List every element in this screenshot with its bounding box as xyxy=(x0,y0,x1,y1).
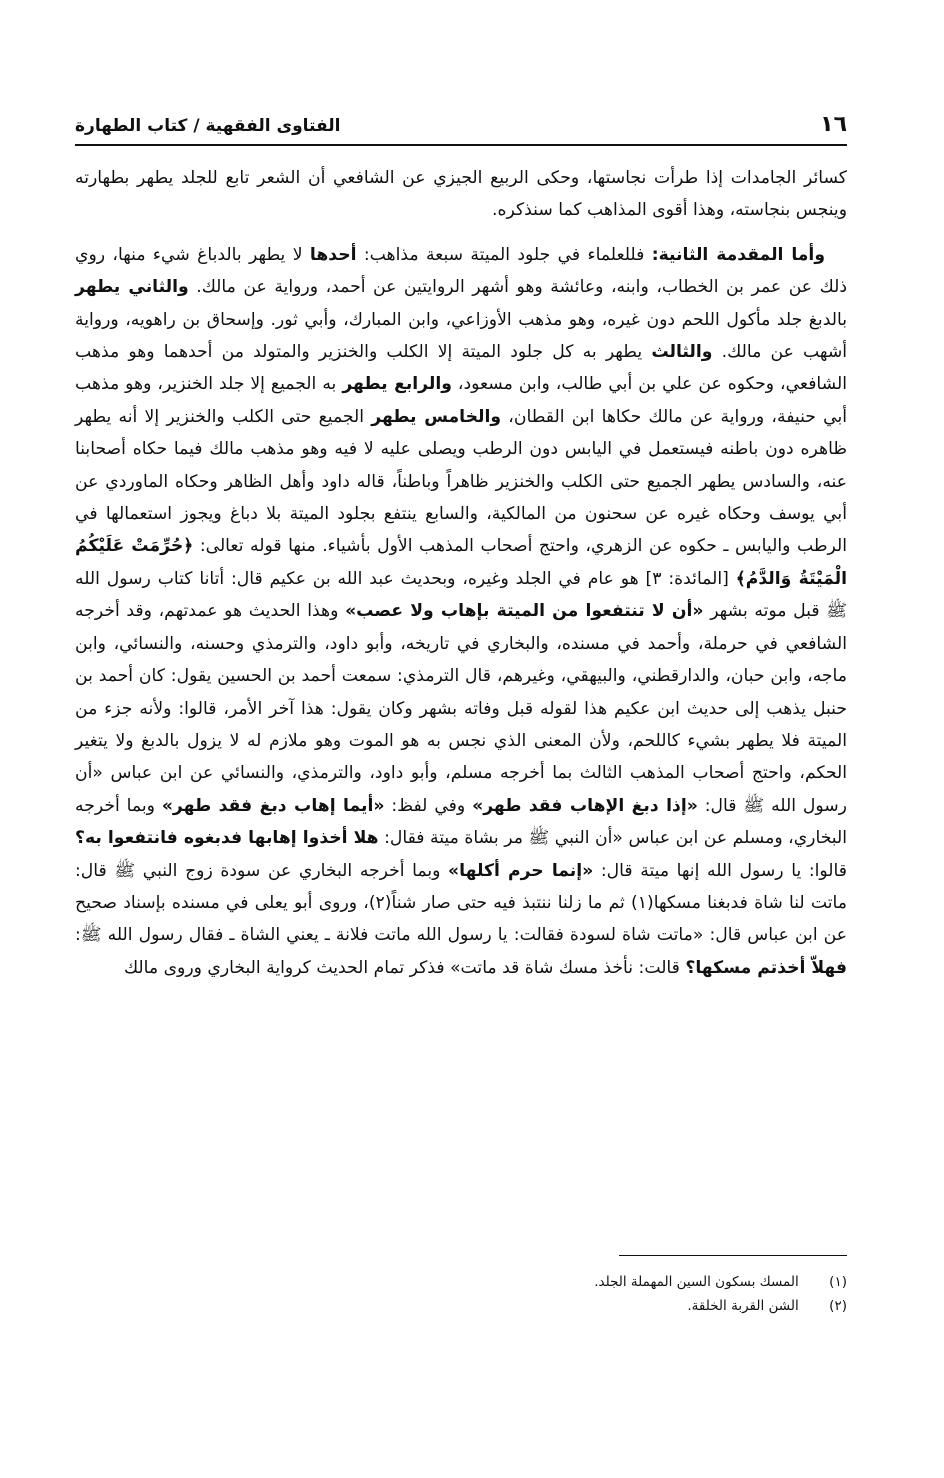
bold-segment: «إنما حرم أكلها» xyxy=(448,860,594,881)
body-text xyxy=(75,162,847,984)
bold-segment: وأما المقدمة الثانية: xyxy=(651,244,825,265)
footnote-2 xyxy=(75,1294,847,1318)
text-segment: بالدبغ جلد مأكول اللحم دون غيره، وهو مذهب الأوزاعي، وابن المبارك، وأبي ثور. وإسحاق بن راهويه، ورواية أشهب عن مالك. xyxy=(75,309,847,363)
footnote-text: المسك بسكون السين المهملة الجلد. xyxy=(594,1274,799,1290)
page-header xyxy=(75,110,847,146)
text-segment: وبما أخرجه البخاري عن سودة زوج النبي ﷺ قال: ماتت لنا شاة فدبغنا مسكها(١) ثم ما زلنا ننتبذ فيه حتى صار شناً(٢)، وروى أبو يعلى في مسنده بإسناد صحيح عن ابن عباس قال: «ماتت شاة لسودة فقالت: يا رسول الله ماتت فلانة ـ يعني الشاة ـ فقال رسول الله ﷺ: xyxy=(75,860,847,946)
text-segment: قالوا: يا رسول الله إنها ميتة قال: xyxy=(593,860,847,881)
bold-segment: والثاني يطهر xyxy=(75,277,189,298)
bold-segment: والخامس يطهر xyxy=(371,406,502,427)
bold-segment: هلا أخذوا إهابها فدبغوه فانتفعوا به؟ xyxy=(75,828,379,849)
text-segment: قالت: نأخذ مسك شاة قد ماتت» فذكر تمام الحديث كرواية البخاري وروى مالك xyxy=(123,957,686,978)
text-segment: الجميع حتى الكلب والخنزير إلا أنه يطهر ظاهره دون باطنه فيستعمل في اليابس دون الرطب ويصلى عليه لا فيه وهو مذهب مالك فيما حكاه أصحابنا عنه، والسادس يطهر الجميع حتى الكلب والخنزير ظاهراً وباطناً، قاله داود وأهل الظاهر وحكاه الماوردي عن أبي يوسف وحكاه غيره عن سحنون من المالكية، والسابع ينتفع بجلود الميتة بلا دباغ ويجوز استعمالها في الرطب واليابس ـ حكوه عن الزهري، واحتج أصحاب المذهب الأول بأشياء. منها قوله تعالى: xyxy=(75,406,847,557)
text-segment: لا يطهر بالدباغ شيء منها، روي ذلك عن عمر بن الخطاب، وابنه، وعائشة وهو أشهر الروايتين عن أحمد، ورواية عن مالك. xyxy=(75,244,847,298)
page-number: ١٦ xyxy=(820,112,847,137)
paragraph-2 xyxy=(75,239,847,984)
bold-segment: «إذا دبغ الإهاب فقد طهر» xyxy=(472,795,698,816)
bold-segment: ﴿حُرِّمَتْ عَلَيْكُمُ الْمَيْتَةُ وَالدَّمُ﴾ xyxy=(75,536,848,589)
bold-segment: أحدها xyxy=(309,244,357,265)
bold-segment: «أن لا تنتفعوا من الميتة بإهاب ولا عصب» xyxy=(345,601,704,622)
footnote-1 xyxy=(75,1270,847,1294)
bold-segment: والثالث xyxy=(651,342,713,363)
text-segment: وفي لفظ: xyxy=(384,795,473,816)
footnote-divider xyxy=(619,1255,847,1256)
text-segment: فللعلماء في جلود الميتة سبعة مذاهب: xyxy=(356,244,652,265)
footnote-text: الشن القربة الخلقة. xyxy=(687,1298,799,1314)
text-segment: وبما أخرجه البخاري، ومسلم عن ابن عباس «أن النبي ﷺ مر بشاة ميتة فقال: xyxy=(75,795,847,849)
text-segment: وهذا الحديث هو عمدتهم، وقد أخرجه الشافعي في حرملة، وأحمد في مسنده، والبخاري في تاريخه، وأبو داود، والترمذي وحسنه، والنسائي، وابن ماجه، وابن حبان، والدارقطني، والبيهقي، وغيرهم، قال الترمذي: سمعت أحمد بن الحسين يقول: كان أحمد بن حنبل يذهب إلى حديث ابن عكيم هذا لقوله قبل وفاته بشهر وكان يقول: هذا آخر الأمر، قالوا: ولأنه جزء من الميتة فلا يطهر بشيء كاللحم، ولأن المعنى الذي نجس به هو الموت وهو ملازم له لا يزول بالدبغ ولا يتغير الحكم، واحتج أصحاب المذهب الثالث بما أخرجه مسلم، وأبو داود، والترمذي، والنسائي عن ابن عباس «أن رسول الله ﷺ قال: xyxy=(75,601,847,816)
paragraph-1: كسائر الجامدات إذا طرأت نجاستها، وحكى الربيع الجيزي عن الشافعي أن الشعر تابع للجلد يطهر بطهارته وينجس بنجاسته، وهذا أقوى المذاهب كما سنذكره. xyxy=(75,168,847,221)
text-segment: به الجميع إلا جلد الخنزير، وهو مذهب أبي حنيفة، ورواية عن مالك حكاها ابن القطان، xyxy=(75,374,848,427)
running-title: الفتاوى الفقهية / كتاب الطهارة xyxy=(75,116,341,136)
footnote-number: (٢) xyxy=(829,1298,847,1314)
book-page xyxy=(75,110,847,1410)
text-segment: [المائدة: ٣] هو عام في الجلد وغيره، وبحديث عبد الله بن عكيم قال: أتانا كتاب رسول الله ﷺ قبل موته بشهر xyxy=(75,568,847,622)
bold-segment: فهلاّ أخذتم مسكها؟ xyxy=(685,957,847,978)
bold-segment: والرابع يطهر xyxy=(342,374,452,395)
bold-segment: «أيما إهاب دبغ فقد طهر» xyxy=(161,795,385,816)
text-segment: يطهر به كل جلود الميتة إلا الكلب والخنزير والمتولد من أحدهما وهو مذهب الشافعي، وحكوه عن علي بن أبي طالب، وابن مسعود، xyxy=(75,342,847,395)
footnote-number: (١) xyxy=(829,1274,847,1290)
footnotes xyxy=(75,1270,847,1318)
